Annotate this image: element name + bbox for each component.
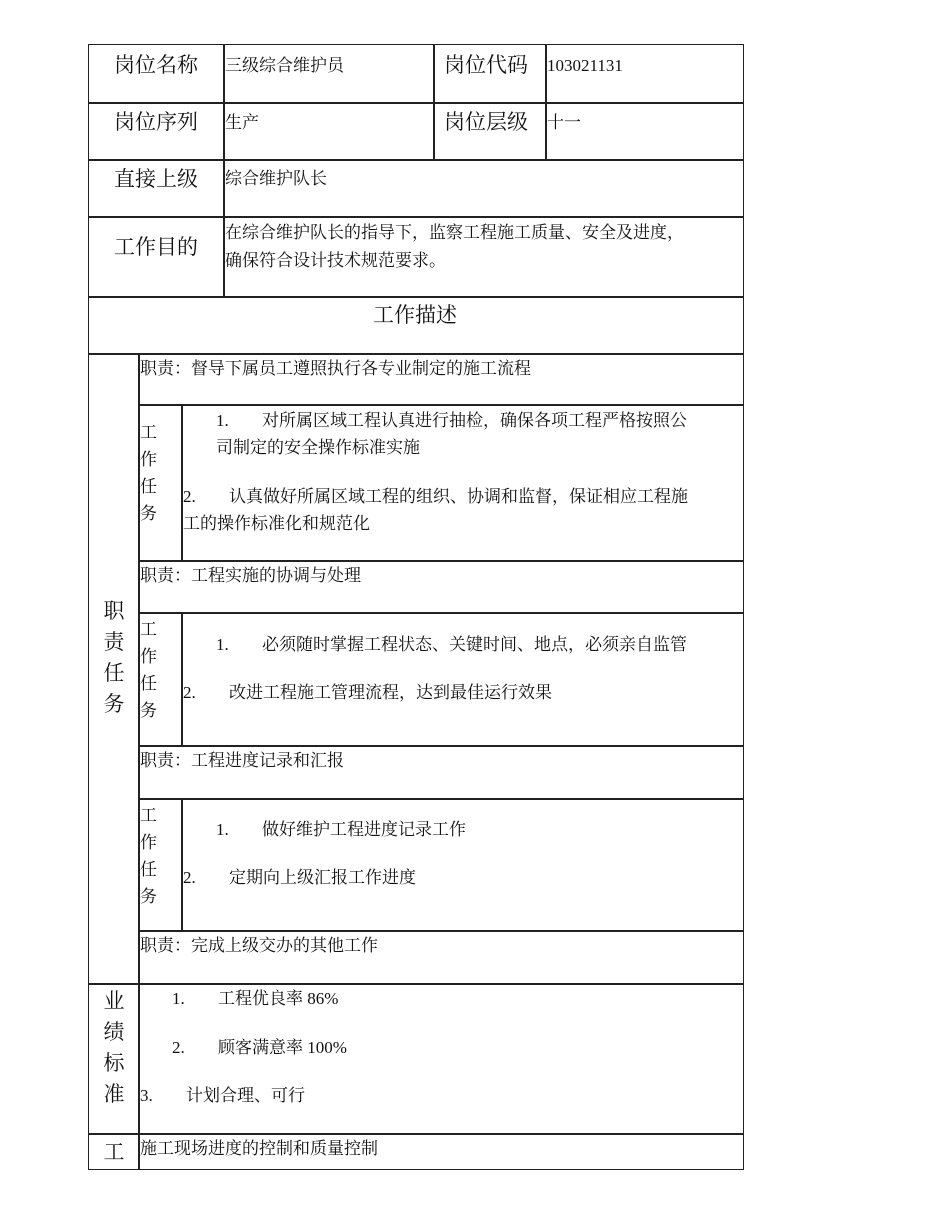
last-row-label: 工: [103, 1140, 125, 1164]
task-item: 2. 改进工程施工管理流程，达到最佳运行效果: [183, 683, 552, 702]
performance-item: 3. 计划合理、可行: [140, 1086, 305, 1105]
post-level: 十一: [547, 113, 581, 132]
description-title: 工作描述: [373, 303, 457, 327]
task-item: 1. 做好维护工程进度记录工作: [216, 820, 466, 839]
purpose-line1: 在综合维护队长的指导下，监察工程施工质量、安全及进度，: [225, 223, 684, 242]
post-series-label: 岗位序列: [114, 110, 198, 134]
post-code: 103021131: [547, 56, 623, 75]
task-item: 1. 必须随时掌握工程状态、关键时间、地点，必须亲自监管: [216, 635, 687, 654]
task-label: 工作任务: [140, 806, 157, 906]
performance-item: 2. 顾客满意率 100%: [172, 1038, 347, 1057]
task-label: 工作任务: [140, 620, 157, 720]
purpose-line2: 确保符合设计技术规范要求。: [225, 251, 446, 270]
supervisor-label: 直接上级: [114, 167, 198, 191]
duty-title: 职责：工程实施的协调与处理: [140, 566, 361, 585]
post-code-label: 岗位代码: [444, 53, 528, 77]
performance-item: 1. 工程优良率 86%: [172, 989, 339, 1008]
post-name-label: 岗位名称: [114, 53, 198, 77]
task-item: 2. 定期向上级汇报工作进度: [183, 868, 416, 887]
post-name: 三级综合维护员: [225, 56, 344, 75]
last-row-text: 施工现场进度的控制和质量控制: [140, 1139, 378, 1158]
duty-title: 职责：工程进度记录和汇报: [140, 751, 344, 770]
duty-title: 职责：督导下属员工遵照执行各专业制定的施工流程: [140, 359, 531, 378]
post-series: 生产: [225, 113, 259, 132]
duty-title: 职责：完成上级交办的其他工作: [140, 936, 378, 955]
task-item-cont: 工的操作标准化和规范化: [183, 514, 370, 533]
supervisor: 综合维护队长: [225, 169, 327, 188]
task-item-cont: 司制定的安全操作标准实施: [216, 438, 420, 457]
task-label: 工作任务: [140, 423, 157, 523]
task-item: 1. 对所属区域工程认真进行抽检，确保各项工程严格按照公: [216, 411, 687, 430]
task-item: 2. 认真做好所属区域工程的组织、协调和监督，保证相应工程施: [183, 487, 688, 506]
duties-label: 职责任务: [103, 599, 125, 716]
post-level-label: 岗位层级: [444, 110, 528, 134]
performance-label: 业绩标准: [103, 989, 125, 1106]
purpose-label: 工作目的: [114, 235, 198, 259]
